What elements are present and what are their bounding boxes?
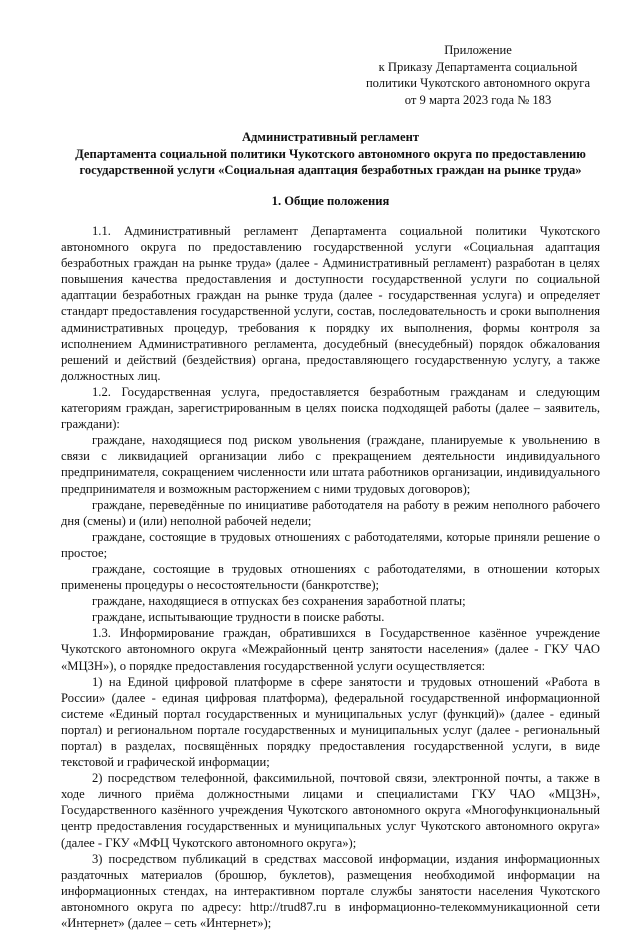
title-line: Административный регламент <box>241 130 420 144</box>
list-item: граждане, состоящие в трудовых отношениях с работодателями, в отношении которых применены процедуры о несостоятельности (банкротстве); <box>61 561 600 593</box>
title-line: государственной услуги «Социальная адаптация безработных граждан на рынке труда» <box>79 163 582 177</box>
appendix-block <box>358 42 598 108</box>
paragraph: 1.3. Информирование граждан, обратившихся в Государственное казённое учреждение Чукотского автономного округа «Межрайонный центр занятости населения» (далее - ГКУ ЧАО «МЦЗН»), о порядке предоставления государственной услуги осуществляется: <box>61 626 600 673</box>
document-title <box>61 129 600 179</box>
list-item: граждане, состоящие в трудовых отношениях с работодателями, которые приняли решение о простое; <box>61 529 600 560</box>
list-item: граждане, находящиеся в отпусках без сохранения заработной платы; <box>92 594 466 609</box>
list-item: граждане, испытывающие трудности в поиске работы. <box>92 610 385 625</box>
section-heading: 1. Общие положения <box>271 193 390 208</box>
list-item: 3) посредством публикаций в средствах массовой информации, издания информационных раздаточных материалов (брошюр, буклетов), размещения необходимой информации на информационных стендах, на интерактивном портале службы занятости населения Чукотского автономного округа по адресу: http://trud87.ru в информационно-телекоммуникационной сети «Интернет» (далее – сеть «Интернет»); <box>61 851 600 931</box>
list-item: 2) посредством телефонной, факсимильной, почтовой связи, электронной почты, а также в ходе личного приёма должностными лицами и специалистами ГКУ ЧАО «МЦЗН», Государственного казённого учреждения Чукотского автономного округа «Многофункциональный центр предоставления государственных и муниципальных услуг Чукотского автономного округа» (далее - ГКУ «МФЦ Чукотского автономного округа»); <box>61 771 600 850</box>
list-item: граждане, находящиеся под риском увольнения (граждане, планируемые к увольнению в связи с ликвидацией организации либо с прекращением деятельности индивидуального предпринимателя, сокращением численности или штата работников организации, индивидуального предпринимателя и возможным расторжением с ними трудовых договоров); <box>61 433 600 496</box>
paragraph: 1.2. Государственная услуга, предоставляется безработным гражданам и следующим категориям граждан, зарегистрированным в целях поиска подходящей работы (далее – заявитель, граждани): <box>61 384 600 432</box>
list-item: 1) на Единой цифровой платформе в сфере занятости и трудовых отношений «Работа в России» (далее - единая цифровая платформа), федеральной государственной информационной системе «Единый портал государственных и муниципальных услуг (функций)» (далее - единый портал) и региональном портале государственных и муниципальных услуг (далее - региональный портал) в разделах, посвящённых порядку предоставления государственной услуги, в виде текстовой и графической информации; <box>61 674 600 770</box>
document-body <box>61 223 600 931</box>
appendix-line: к Приказу Департамента социальной <box>378 59 578 74</box>
appendix-line: политики Чукотского автономного округа <box>365 76 591 90</box>
appendix-line: от 9 марта 2023 года № 183 <box>404 92 552 107</box>
title-line: Департамента социальной политики Чукотского автономного округа по предоставлению <box>75 146 586 161</box>
list-item: граждане, переведённые по инициативе работодателя на работу в режим неполного рабочего дня (смены) и (или) неполной рабочей недели; <box>61 497 600 528</box>
appendix-line: Приложение <box>444 43 512 57</box>
paragraph: 1.1. Административный регламент Департамента социальной политики Чукотского автономного округа по предоставлению государственной услуги «Социальная адаптация безработных граждан на рынке труда» (далее - Административный регламент) разработан в целях повышения качества предоставления и доступности государственной услуги по социальной адаптации безработных граждан на рынке труда (далее - государственная услуга) и определяет стандарт предоставления государственной услуги, состав, последовательность и сроки выполнения административных процедур, требования к порядку их выполнения, формы контроля за исполнением Административного регламента, досудебный (внесудебный) порядок обжалования решений и действий (бездействия) органа, предоставляющего государственную услугу, а также должностных лиц. <box>61 224 600 383</box>
